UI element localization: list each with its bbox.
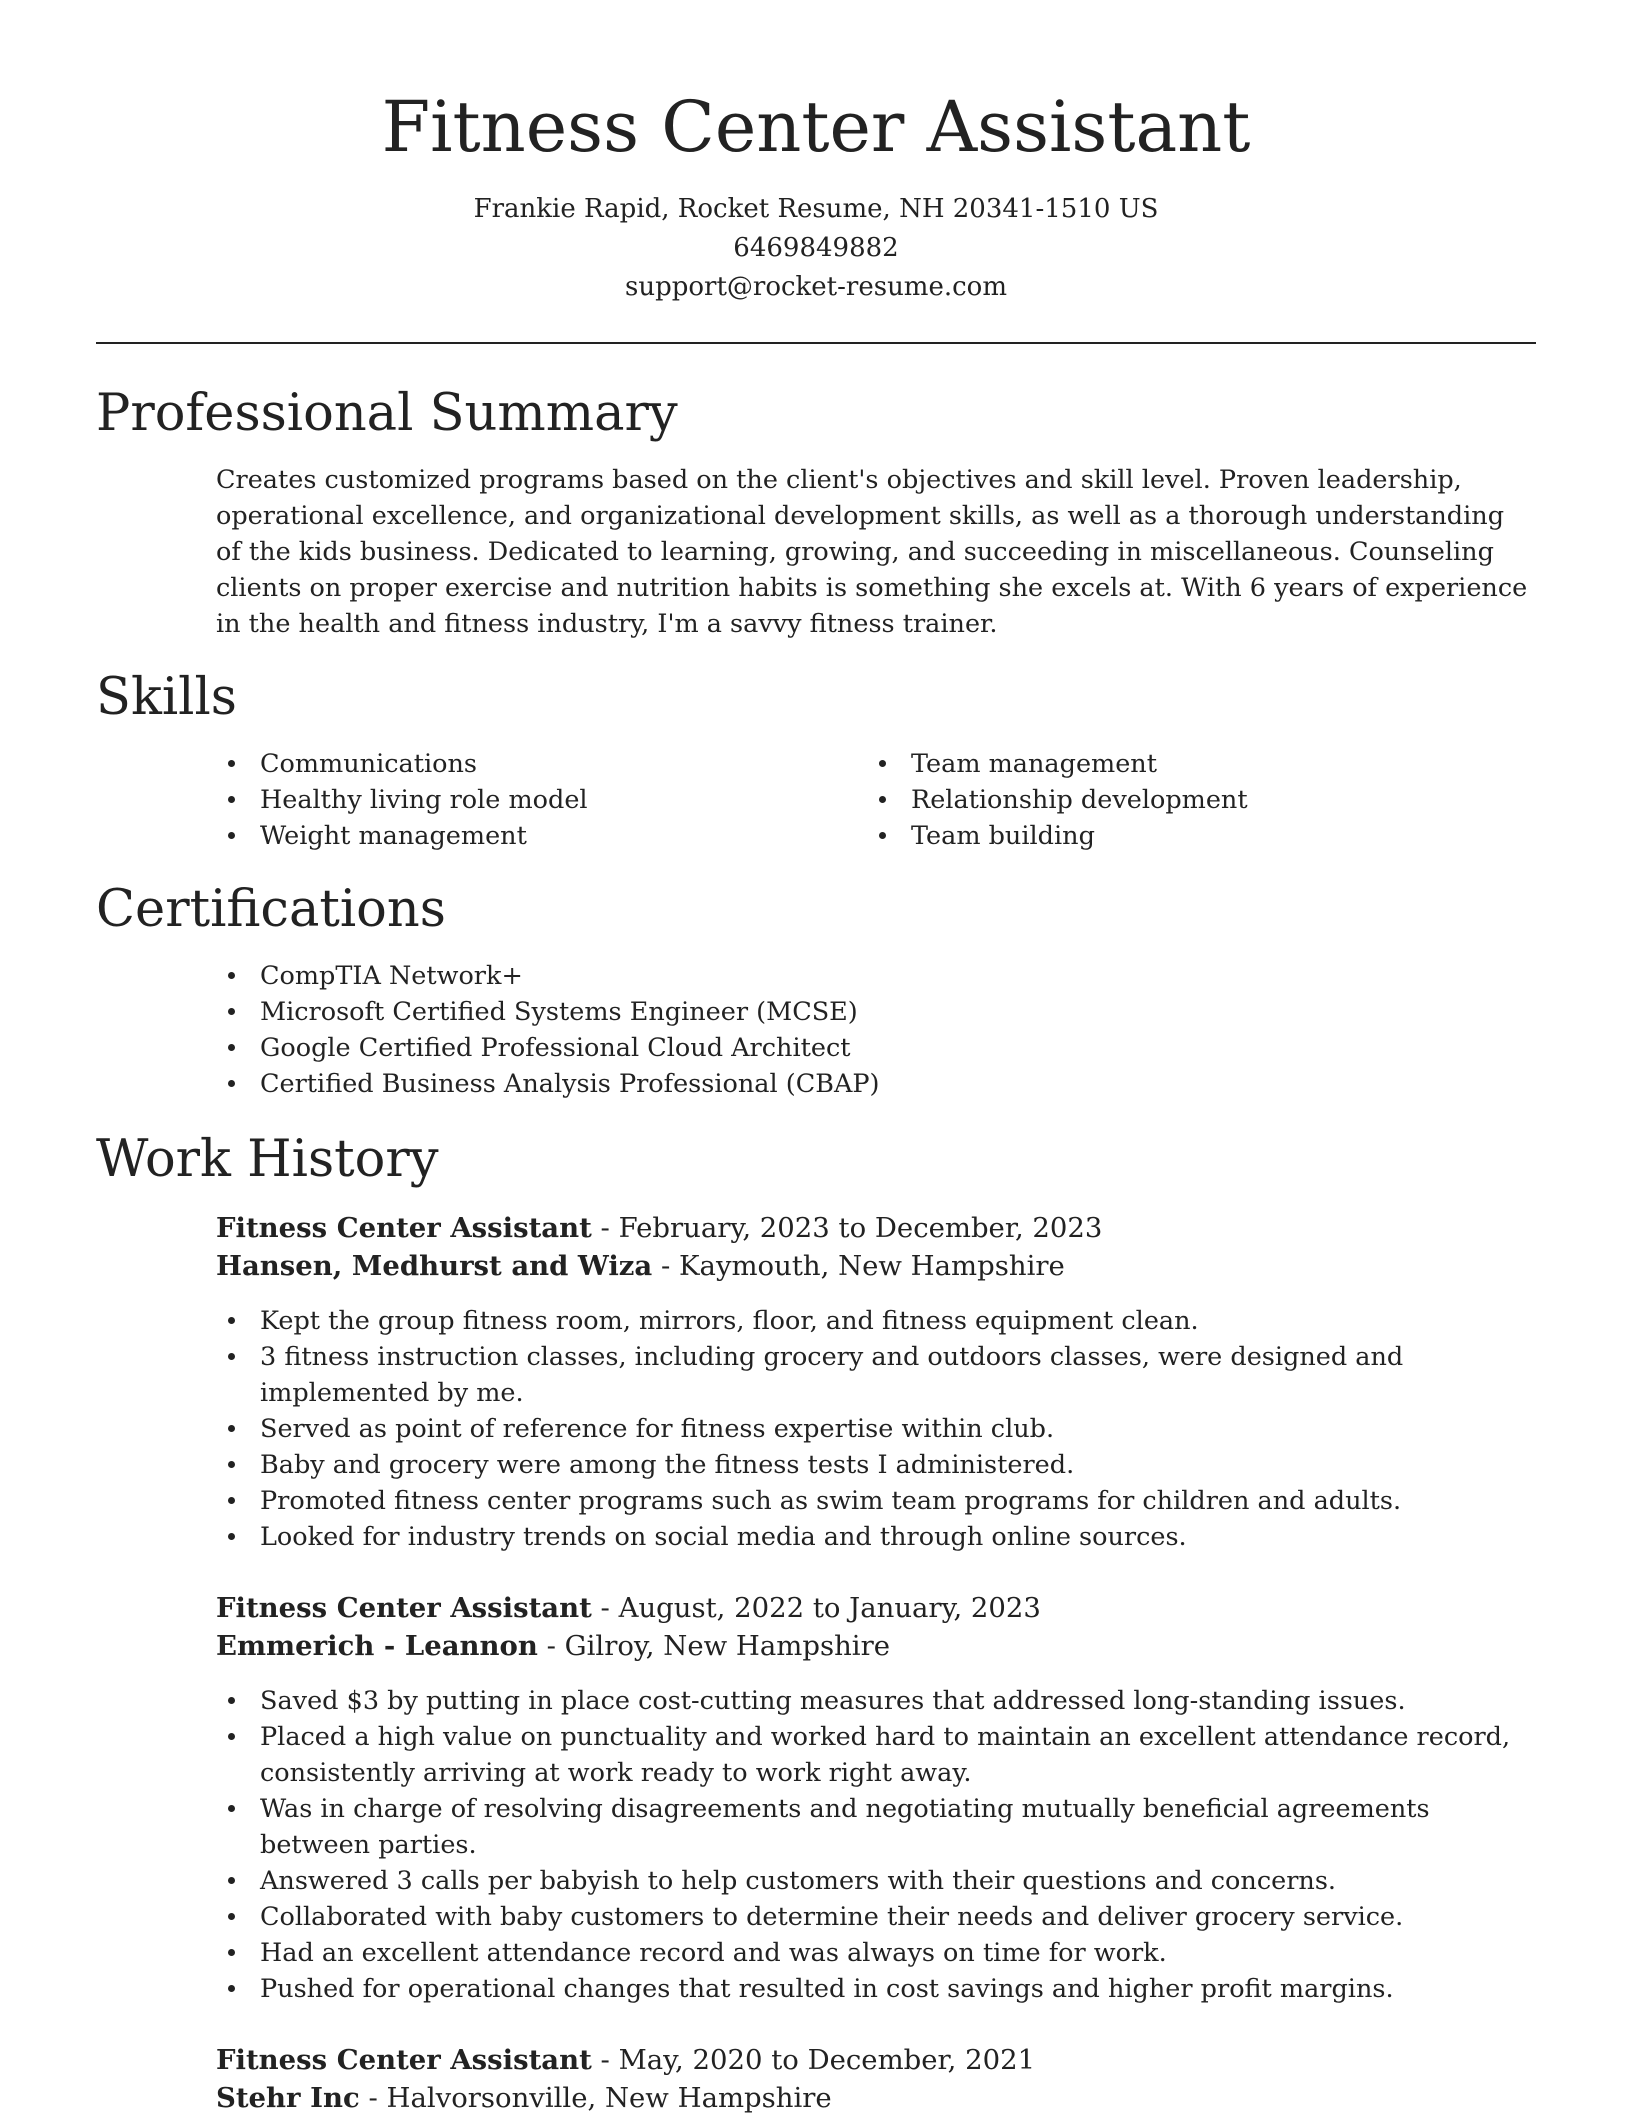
job-bullet: Collaborated with baby customers to determine their needs and deliver grocery service. — [216, 1899, 1536, 1935]
job-bullets — [216, 1683, 1536, 2007]
job-bullet: Looked for industry trends on social media and through online sources. — [216, 1519, 1536, 1555]
skill-item: Weight management — [216, 818, 816, 854]
separator: - — [591, 1212, 619, 1244]
job-company: Emmerich - Leannon — [216, 1630, 538, 1662]
job-bullet: Answered 3 calls per babyish to help customers with their questions and concerns. — [216, 1863, 1536, 1899]
job-role: Fitness Center Assistant — [216, 1592, 592, 1624]
job-bullet: Baby and grocery were among the fitness tests I administered. — [216, 1447, 1536, 1483]
certification-item: Google Certified Professional Cloud Architect — [216, 1030, 1536, 1066]
job-dates: February, 2023 to December, 2023 — [618, 1212, 1103, 1244]
skills-list-left — [216, 746, 816, 854]
skill-item: Communications — [216, 746, 816, 782]
header-divider — [96, 342, 1536, 344]
job-bullet: Was in charge of resolving disagreements and negotiating mutually beneficial agreements between parties. — [216, 1791, 1536, 1863]
job-title-line — [216, 2041, 1536, 2079]
separator: - — [591, 2044, 619, 2076]
job-bullet: Saved $3 by putting in place cost-cutting measures that addressed long-standing issues. — [216, 1683, 1536, 1719]
job-bullet: Kept the group fitness room, mirrors, floor, and fitness equipment clean. — [216, 1303, 1536, 1339]
job-company: Stehr Inc — [216, 2082, 360, 2114]
job-bullet: Served as point of reference for fitness expertise within club. — [216, 1411, 1536, 1447]
separator: - — [591, 1592, 619, 1624]
separator: - — [652, 1250, 679, 1282]
job-location: Kaymouth, New Hampshire — [679, 1250, 1065, 1282]
skill-item: Team building — [867, 818, 1517, 854]
section-title-work-history: Work History — [96, 1130, 439, 1189]
job-bullets — [216, 1303, 1536, 1555]
certification-item: Certified Business Analysis Professional (CBAP) — [216, 1066, 1536, 1102]
separator: - — [537, 1630, 565, 1662]
job-role: Fitness Center Assistant — [216, 1212, 592, 1244]
section-title-certifications: Certifications — [96, 880, 446, 939]
separator: - — [359, 2082, 387, 2114]
job-bullet: Placed a high value on punctuality and worked hard to maintain an excellent attendance record, consistently arriving at work ready to work right away. — [216, 1719, 1536, 1791]
job-title-line — [216, 1209, 1536, 1247]
resume-title: Fitness Center Assistant — [381, 86, 1251, 168]
job-company-line — [216, 1627, 1536, 1665]
job-role: Fitness Center Assistant — [216, 2044, 592, 2076]
summary-text: Creates customized programs based on the client's objectives and skill level. Proven leadership, operational excellence, and organizational development skills, as well as a thorough understanding of the kids business. Dedicated to learning, growing, and succeeding in miscellaneous. Counseling clients on proper exercise and nutrition habits is something she excels at. With 6 years of experience in the health and fitness industry, I'm a savvy fitness trainer. — [216, 465, 1528, 639]
job-bullet: 3 fitness instruction classes, including grocery and outdoors classes, were designed and implemented by me. — [216, 1339, 1536, 1411]
certification-item: Microsoft Certified Systems Engineer (MCSE) — [216, 994, 1536, 1030]
job-company: Hansen, Medhurst and Wiza — [216, 1250, 653, 1282]
job-dates: May, 2020 to December, 2021 — [618, 2044, 1036, 2076]
contact-email: support@rocket-resume.com — [624, 272, 1007, 302]
certification-item: CompTIA Network+ — [216, 958, 1536, 994]
job-company-line — [216, 1247, 1536, 1285]
section-title-summary: Professional Summary — [96, 384, 678, 443]
skills-list-right — [867, 746, 1517, 854]
job-bullet: Pushed for operational changes that resulted in cost savings and higher profit margins. — [216, 1971, 1536, 2007]
certifications-list — [216, 958, 1536, 1102]
contact-phone: 6469849882 — [733, 233, 899, 263]
contact-address: Frankie Rapid, Rocket Resume, NH 20341-1510 US — [473, 194, 1159, 224]
skill-item: Healthy living role model — [216, 782, 816, 818]
job-dates: August, 2022 to January, 2023 — [618, 1592, 1041, 1624]
job-bullet: Promoted fitness center programs such as swim team programs for children and adults. — [216, 1483, 1536, 1519]
section-title-skills: Skills — [96, 668, 237, 727]
skill-item: Team management — [867, 746, 1517, 782]
job-title-line — [216, 1589, 1536, 1627]
job-company-line — [216, 2079, 1536, 2117]
job-location: Halvorsonville, New Hampshire — [386, 2082, 832, 2114]
job-bullet: Had an excellent attendance record and was always on time for work. — [216, 1935, 1536, 1971]
job-location: Gilroy, New Hampshire — [564, 1630, 890, 1662]
skill-item: Relationship development — [867, 782, 1517, 818]
